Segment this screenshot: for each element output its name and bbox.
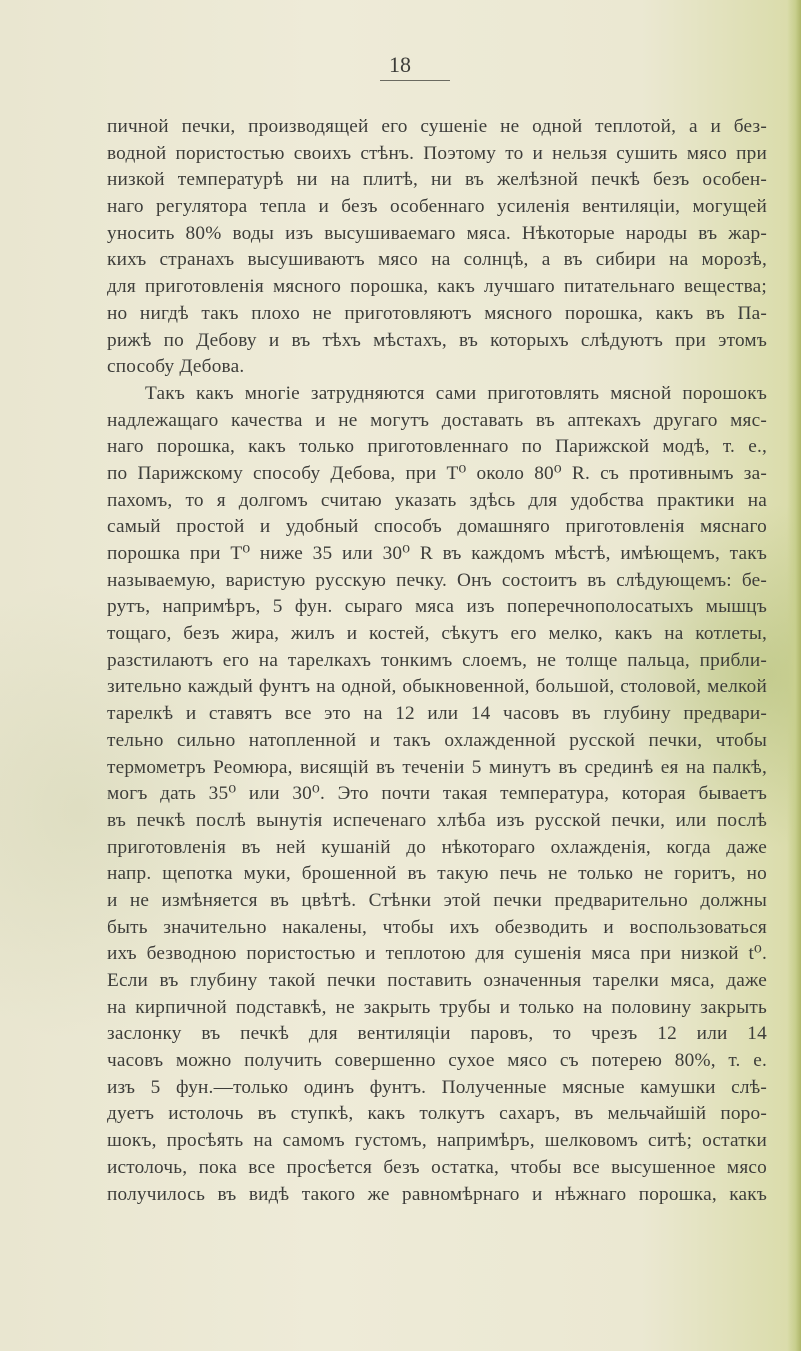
- text-line: наго порошка, какъ только приготовленнаго по Парижской модѣ, т. е.,: [107, 436, 767, 458]
- text-line: тощаго, безъ жира, жилъ и костей, сѣкутъ его мелко, какъ на котлеты,: [107, 623, 767, 645]
- text-line: порошка при T⁰ ниже 35 или 30⁰ R въ каждомъ мѣстѣ, имѣющемъ, такъ: [107, 543, 767, 564]
- text-line: но нигдѣ такъ плохо не приготовляютъ мясного порошка, какъ въ Па-: [107, 302, 767, 324]
- text-line: кихъ странахъ высушиваютъ мясо на солнцѣ, а въ сибири на морозѣ,: [107, 249, 767, 271]
- page-number-rule: [380, 80, 450, 81]
- text-line: истолочь, пока все просѣется безъ остатка, чтобы все высушенное мясо: [107, 1156, 767, 1178]
- text-line: уносить 80% воды изъ высушиваемаго мяса. Нѣкоторые народы въ жар-: [107, 222, 767, 244]
- text-line: рутъ, напримѣръ, 5 фун. сыраго мяса изъ поперечнополосатыхъ мышцъ: [107, 596, 767, 618]
- text-line: приготовленія въ ней кушаній до нѣкотораго охлажденія, когда даже: [107, 836, 767, 858]
- text-line: по Парижскому способу Дебова, при T⁰ около 80⁰ R. съ противнымъ за-: [107, 462, 767, 484]
- text-line: напр. щепотка муки, брошенной въ такую печь не только не горитъ, но: [107, 863, 767, 885]
- text-line: шокъ, просѣять на самомъ густомъ, напримѣръ, шелковомъ ситѣ; остатки: [107, 1130, 767, 1152]
- text-line: надлежащаго качества и не могутъ доставать въ аптекахъ другаго мяс-: [107, 409, 767, 431]
- text-line: ихъ безводною пористостью и теплотою для сушенія мяса при низкой t⁰.: [107, 943, 767, 965]
- text-line: заслонку въ печкѣ для вентиляціи паровъ, то чрезъ 12 или 14: [107, 1023, 767, 1045]
- paragraph-start-line: Такъ какъ многіе затрудняются сами приготовлять мясной порошокъ: [145, 382, 767, 404]
- text-line: часовъ можно получить совершенно сухое мясо съ потерею 80%, т. е.: [107, 1050, 767, 1072]
- text-line: и не измѣняется въ цвѣтѣ. Стѣнки этой печки предварительно должны: [107, 889, 767, 911]
- text-line: изъ 5 фун.—только одинъ фунтъ. Полученные мясные камушки слѣ-: [107, 1076, 767, 1098]
- text-line: способу Дебова.: [107, 356, 245, 378]
- text-line: могъ дать 35⁰ или 30⁰. Это почти такая температура, которая бываетъ: [107, 783, 767, 805]
- text-line: термометръ Реомюра, висящій въ теченіи 5 минутъ въ срединѣ ея на палкѣ,: [107, 756, 767, 778]
- text-line: въ печкѣ послѣ вынутія испеченаго хлѣба изъ русской печки, или послѣ: [107, 809, 767, 831]
- text-line: водной пористостью своихъ стѣнъ. Поэтому то и нельзя сушить мясо при: [107, 142, 767, 164]
- text-line: низкой температурѣ ни на плитѣ, ни въ желѣзной печкѣ безъ особен-: [107, 169, 767, 191]
- text-line: тарелкѣ и ставятъ все это на 12 или 14 часовъ въ глубину предвари-: [107, 703, 767, 725]
- text-line: для приготовленія мясного порошка, какъ лучшаго питательнаго вещества;: [107, 276, 767, 298]
- text-line: самый простой и удобный способъ домашняго приготовленія мяснаго: [107, 516, 767, 538]
- page-edge-stain: [787, 0, 801, 1351]
- text-line: разстилаютъ его на тарелкахъ тонкимъ слоемъ, не толще пальца, прибли-: [107, 649, 767, 671]
- body-text: [107, 114, 767, 1208]
- text-line: рижѣ по Дебову и въ тѣхъ мѣстахъ, въ которыхъ слѣдуютъ при этомъ: [107, 329, 767, 351]
- text-line: получилось въ видѣ такого же равномѣрнаго и нѣжнаго порошка, какъ: [107, 1183, 767, 1205]
- page-number: 18: [389, 52, 411, 77]
- text-line: зительно каждый фунтъ на одной, обыкновенной, большой, столовой, мелкой: [107, 676, 767, 698]
- text-line: Если въ глубину такой печки поставить означенныя тарелки мяса, даже: [107, 970, 767, 991]
- text-line: пичной печки, производящей его сушеніе не одной теплотой, а и без-: [107, 116, 767, 137]
- text-line: наго регулятора тепла и безъ особеннаго усиленія вентиляціи, могущей: [107, 196, 767, 218]
- text-line: пахомъ, то я долгомъ считаю указать здѣсь для удобства практики на: [107, 489, 767, 511]
- text-line: называемую, варистую русскую печку. Онъ состоитъ въ слѣдующемъ: бе-: [107, 569, 767, 591]
- text-line: быть значительно накалены, чтобы ихъ обезводить и воспользоваться: [107, 916, 767, 938]
- text-line: тельно сильно натопленной и такъ охлажденной русской печки, чтобы: [107, 729, 767, 751]
- text-line: на кирпичной подставкѣ, не закрыть трубы и только на половину закрыть: [107, 996, 767, 1018]
- text-line: дуетъ истолочь въ ступкѣ, какъ толкутъ сахаръ, въ мельчайшій поро-: [107, 1103, 767, 1125]
